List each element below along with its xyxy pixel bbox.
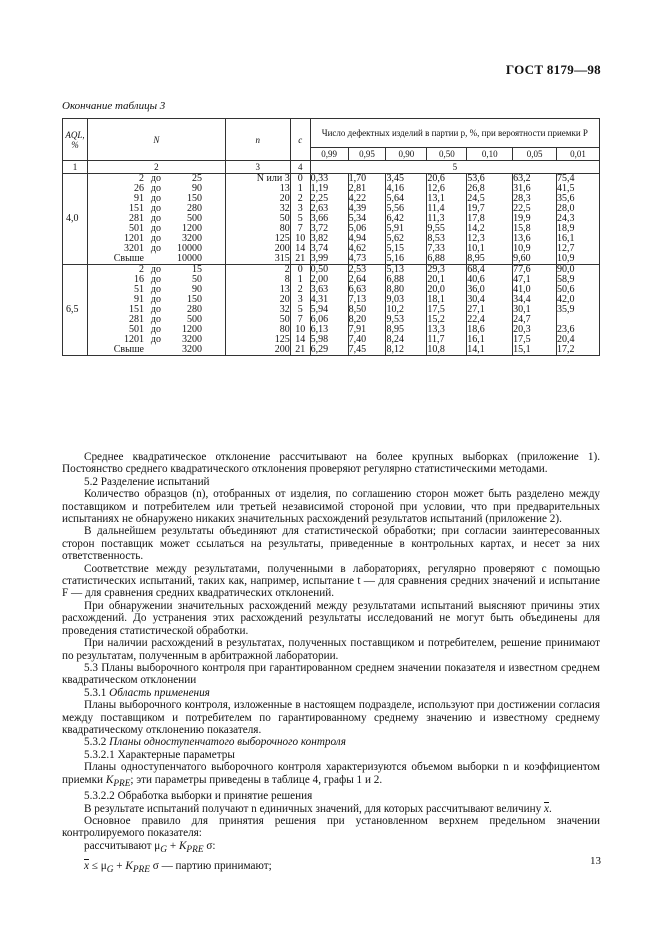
defect-percent: 7,40 bbox=[348, 334, 367, 345]
defect-percent: 0,33 bbox=[310, 173, 329, 184]
aql-value: 6,5 bbox=[63, 265, 88, 356]
defect-percent: 20,4 bbox=[557, 334, 575, 345]
defect-percent: 3,66 bbox=[310, 213, 329, 224]
range-part: 3201 bbox=[123, 243, 144, 254]
defect-percent: 2,53 bbox=[348, 264, 367, 275]
defect-percent: 11,7 bbox=[427, 334, 445, 345]
defect-percent-cell bbox=[310, 174, 348, 265]
defect-percent: 6,88 bbox=[386, 274, 404, 285]
acceptance-number: 0 bbox=[297, 264, 303, 275]
range-part: 280 bbox=[186, 304, 202, 315]
range-part: 16 bbox=[133, 274, 144, 285]
defect-percent: 42,0 bbox=[557, 294, 575, 305]
header-probability: 0,01 bbox=[557, 148, 600, 161]
header-probability: 0,05 bbox=[513, 148, 557, 161]
acceptance-number: 0 bbox=[297, 173, 303, 184]
range-part: до bbox=[150, 284, 162, 295]
range-part bbox=[144, 254, 168, 264]
body-text bbox=[62, 451, 600, 877]
defect-percent: 4,22 bbox=[348, 193, 367, 204]
defect-percent: 18,1 bbox=[427, 294, 445, 305]
defect-percent: 8,12 bbox=[386, 344, 404, 355]
defect-percent: 31,6 bbox=[513, 183, 531, 194]
paragraph: Планы выборочного контроля, изложенные в настоящем подразделе, используют при достижении согласия между поставщиком и потребителем по гарантированному среднему значению и известному среднему квадратическому отклонению показателя. bbox=[62, 699, 600, 736]
defect-percent: 7,91 bbox=[348, 324, 367, 335]
range-part: 2 bbox=[138, 173, 144, 184]
column-number: 5 bbox=[310, 161, 599, 174]
defect-percent: 5,98 bbox=[310, 334, 329, 345]
range-part: до bbox=[150, 193, 162, 204]
sample-size: 80 bbox=[279, 324, 290, 335]
defect-percent: 24,3 bbox=[557, 213, 575, 224]
defect-percent: 10,2 bbox=[386, 304, 404, 315]
header-c: c bbox=[290, 119, 310, 161]
sample-size: 8 bbox=[284, 274, 290, 285]
paragraph: При наличии расхождений в результатах, полученных поставщиком и потребителем, решение принимают по результатам, полученным в арбитражной лаборатории. bbox=[62, 637, 600, 662]
range-part: 281 bbox=[128, 314, 144, 325]
range-part: 15 bbox=[191, 264, 202, 275]
defect-percent: 90,0 bbox=[557, 264, 575, 275]
document-id: ГОСТ 8179—98 bbox=[505, 62, 601, 77]
defect-percent: 3,63 bbox=[310, 284, 329, 295]
sample-size-cell bbox=[225, 265, 290, 356]
header-probability: 0,90 bbox=[386, 148, 427, 161]
column-number: 1 bbox=[63, 161, 88, 174]
defect-percent-cell bbox=[427, 174, 467, 265]
defect-percent: 77,6 bbox=[513, 264, 531, 275]
defect-percent: 29,3 bbox=[427, 264, 445, 275]
defect-percent: 4,39 bbox=[348, 203, 367, 214]
defect-percent: 26,8 bbox=[467, 183, 485, 194]
aql-value: 4,0 bbox=[63, 174, 88, 265]
defect-percent: 5,91 bbox=[386, 223, 404, 234]
acceptance-number: 14 bbox=[295, 334, 306, 345]
paragraph: Количество образцов (n), отобранных от изделия, по соглашению сторон может быть разделено между поставщиком и потребителем или третьей независимой стороной при условии, что при предварительных испытаниях не обнаружено никаких значительных расхождений результатов испытаний (приложение 2). bbox=[62, 488, 600, 526]
header-n: n bbox=[225, 119, 290, 161]
range-part: 90 bbox=[191, 284, 202, 295]
header-probability: 0,95 bbox=[348, 148, 386, 161]
range-part: 501 bbox=[128, 324, 144, 335]
defect-percent: 8,53 bbox=[427, 233, 445, 244]
range-part: 280 bbox=[186, 203, 202, 214]
subsection-heading: 5.3.2.1 Характерные параметры bbox=[84, 748, 235, 761]
defect-percent: 58,9 bbox=[557, 274, 575, 285]
column-number: 4 bbox=[290, 161, 310, 174]
defect-percent: 10,9 bbox=[513, 243, 531, 254]
range-part: до bbox=[150, 314, 162, 325]
range-part: 25 bbox=[191, 173, 202, 184]
sample-size: 125 bbox=[274, 334, 290, 345]
defect-percent: 0,50 bbox=[310, 264, 329, 275]
defect-percent: 16,1 bbox=[467, 334, 485, 345]
defect-percent: 6,13 bbox=[310, 324, 329, 335]
acceptance-number: 5 bbox=[297, 304, 303, 315]
defect-percent: 1,70 bbox=[348, 173, 367, 184]
defect-percent: 20,3 bbox=[513, 324, 531, 335]
defect-percent-cell bbox=[467, 265, 513, 356]
acceptance-number: 1 bbox=[297, 183, 303, 194]
sample-size: 32 bbox=[279, 304, 290, 315]
defect-percent: 4,94 bbox=[348, 233, 367, 244]
defect-percent: 13,1 bbox=[427, 193, 445, 204]
range-part: 2 bbox=[138, 264, 144, 275]
acceptance-number: 7 bbox=[297, 314, 303, 325]
sample-size: 200 bbox=[274, 243, 290, 254]
defect-percent: 30,4 bbox=[467, 294, 485, 305]
sample-size: 80 bbox=[279, 223, 290, 234]
defect-percent: 2,25 bbox=[310, 193, 329, 204]
defect-percent: 6,42 bbox=[386, 213, 404, 224]
defect-percent: 3,82 bbox=[310, 233, 329, 244]
defect-percent: 2,63 bbox=[310, 203, 329, 214]
sample-size: 2 bbox=[284, 264, 290, 275]
defect-percent: 75,4 bbox=[557, 173, 575, 184]
defect-percent: 8,95 bbox=[467, 253, 485, 264]
range-part: до bbox=[150, 213, 162, 224]
defect-percent: 15,2 bbox=[427, 314, 445, 325]
lot-size-range bbox=[88, 345, 225, 355]
header-probability: 0,99 bbox=[310, 148, 348, 161]
defect-percent: 5,94 bbox=[310, 304, 329, 315]
defect-percent: 23,6 bbox=[557, 324, 575, 335]
defect-percent: 2,81 bbox=[348, 183, 367, 194]
lot-size-range bbox=[88, 254, 225, 264]
defect-percent: 5,06 bbox=[348, 223, 367, 234]
formula-line: рассчитывают $\mu_G + K_{PRE}$ σ: bbox=[84, 839, 216, 856]
range-part: до bbox=[150, 264, 162, 275]
defect-percent-cell bbox=[557, 265, 600, 356]
range-part: 1201 bbox=[123, 334, 144, 345]
acceptance-number-cell bbox=[290, 174, 310, 265]
defect-percent-cell bbox=[557, 174, 600, 265]
acceptance-number: 5 bbox=[297, 213, 303, 224]
range-part: до bbox=[150, 304, 162, 315]
range-part: до bbox=[150, 233, 162, 244]
defect-percent: 15,8 bbox=[513, 223, 531, 234]
sample-size: 50 bbox=[279, 213, 290, 224]
range-part: Свыше bbox=[113, 253, 144, 264]
defect-percent: 4,31 bbox=[310, 294, 329, 305]
range-part: до bbox=[150, 183, 162, 194]
range-part: 91 bbox=[133, 294, 144, 305]
acceptance-number: 2 bbox=[297, 284, 303, 295]
defect-percent: 17,5 bbox=[427, 304, 445, 315]
defect-percent: 30,1 bbox=[513, 304, 531, 315]
defect-percent: 10,8 bbox=[427, 344, 445, 355]
acceptance-number: 3 bbox=[297, 203, 303, 214]
defect-percent: 3,74 bbox=[310, 243, 329, 254]
defect-percent: 8,20 bbox=[348, 314, 367, 325]
sample-size: 20 bbox=[279, 294, 290, 305]
defect-percent-cell bbox=[348, 174, 386, 265]
defect-percent: 20,0 bbox=[427, 284, 445, 295]
paragraph: Основное правило для принятия решения при установленном верхнем предельном значении контролируемого показателя: bbox=[62, 815, 600, 840]
defect-percent: 17,2 bbox=[557, 344, 575, 355]
defect-percent: 19,9 bbox=[513, 213, 531, 224]
lot-size-cell bbox=[87, 265, 225, 356]
range-part: до bbox=[150, 223, 162, 234]
defect-percent: 9,03 bbox=[386, 294, 404, 305]
defect-percent: 12,3 bbox=[467, 233, 485, 244]
defect-percent: 17,8 bbox=[467, 213, 485, 224]
defect-percent: 9,55 bbox=[427, 223, 445, 234]
defect-percent: 8,95 bbox=[386, 324, 404, 335]
defect-percent: 8,50 bbox=[348, 304, 367, 315]
defect-percent: 40,6 bbox=[467, 274, 485, 285]
sample-size: 50 bbox=[279, 314, 290, 325]
defect-percent: 13,3 bbox=[427, 324, 445, 335]
range-part: 26 bbox=[133, 183, 144, 194]
table-3 bbox=[62, 118, 600, 356]
defect-percent: 12,6 bbox=[427, 183, 445, 194]
range-part: 51 bbox=[133, 284, 144, 295]
defect-percent: 4,62 bbox=[348, 243, 367, 254]
acceptance-number: 1 bbox=[297, 274, 303, 285]
defect-percent: 6,29 bbox=[310, 344, 329, 355]
range-part: 1201 bbox=[123, 233, 144, 244]
defect-percent: 14,2 bbox=[467, 223, 485, 234]
range-part: до bbox=[150, 334, 162, 345]
range-part: 91 bbox=[133, 193, 144, 204]
defect-percent: 9,53 bbox=[386, 314, 404, 325]
range-part: 500 bbox=[186, 314, 202, 325]
defect-percent: 20,6 bbox=[427, 173, 445, 184]
lot-size-range bbox=[88, 335, 225, 345]
sample-size: 20 bbox=[279, 193, 290, 204]
defect-percent: 19,7 bbox=[467, 203, 485, 214]
column-number: 3 bbox=[225, 161, 290, 174]
defect-percent-cell bbox=[513, 174, 557, 265]
defect-percent: 28,0 bbox=[557, 203, 575, 214]
range-part: до bbox=[150, 324, 162, 335]
defect-percent: 5,34 bbox=[348, 213, 367, 224]
defect-percent: 5,13 bbox=[386, 264, 404, 275]
defect-percent: 5,62 bbox=[386, 233, 404, 244]
defect-percent: 7,45 bbox=[348, 344, 367, 355]
lot-size-range bbox=[88, 244, 225, 254]
sample-size: 200 bbox=[274, 344, 290, 355]
defect-percent: 28,3 bbox=[513, 193, 531, 204]
acceptance-number: 21 bbox=[295, 344, 306, 355]
sample-size: 125 bbox=[274, 233, 290, 244]
header-defects: Число дефектных изделий в партии p, %, при вероятности приемки P bbox=[310, 119, 599, 148]
range-part: 150 bbox=[186, 294, 202, 305]
range-part: 3200 bbox=[181, 344, 202, 355]
defect-percent: 22,4 bbox=[467, 314, 485, 325]
range-part: 150 bbox=[186, 193, 202, 204]
range-part: до bbox=[150, 243, 162, 254]
paragraph: В результате испытаний получают n единичных значений, для которых рассчитывают величину $\overline{x}$. bbox=[84, 802, 552, 815]
range-part: 501 bbox=[128, 223, 144, 234]
page-number: 13 bbox=[590, 855, 601, 867]
subsection-heading bbox=[62, 736, 600, 748]
subsection-heading bbox=[62, 687, 600, 699]
range-part: 3200 bbox=[181, 334, 202, 345]
acceptance-number: 21 bbox=[295, 253, 306, 264]
lot-size-cell bbox=[87, 174, 225, 265]
defect-percent: 20,1 bbox=[427, 274, 445, 285]
subsection-heading: 5.3.2.2 Обработка выборки и принятие решения bbox=[84, 790, 313, 803]
defect-percent: 5,56 bbox=[386, 203, 404, 214]
defect-percent: 5,15 bbox=[386, 243, 404, 254]
acceptance-number: 2 bbox=[297, 193, 303, 204]
defect-percent: 13,6 bbox=[513, 233, 531, 244]
header-probability: 0,10 bbox=[467, 148, 513, 161]
defect-percent-cell bbox=[348, 265, 386, 356]
range-part bbox=[144, 345, 168, 355]
defect-percent: 5,64 bbox=[386, 193, 404, 204]
range-part: до bbox=[150, 294, 162, 305]
range-part: 151 bbox=[128, 304, 144, 315]
defect-percent: 16,1 bbox=[557, 233, 575, 244]
defect-percent-cell bbox=[513, 265, 557, 356]
defect-percent: 4,16 bbox=[386, 183, 404, 194]
header-probability: 0,50 bbox=[427, 148, 467, 161]
table-row-group bbox=[63, 265, 600, 356]
acceptance-number: 10 bbox=[295, 233, 306, 244]
subsection-title: Область применения bbox=[109, 686, 210, 699]
header-aql: AQL, % bbox=[63, 119, 88, 161]
defect-percent: 11,3 bbox=[427, 213, 445, 224]
defect-percent: 34,4 bbox=[513, 294, 531, 305]
acceptance-number: 3 bbox=[297, 294, 303, 305]
acceptance-number: 14 bbox=[295, 243, 306, 254]
defect-percent: 8,24 bbox=[386, 334, 404, 345]
defect-percent: 50,6 bbox=[557, 284, 575, 295]
defect-percent: 10,1 bbox=[467, 243, 485, 254]
sample-size: N или 3 bbox=[256, 173, 290, 184]
range-part: до bbox=[150, 274, 162, 285]
defect-percent: 15,1 bbox=[513, 344, 531, 355]
defect-percent: 4,73 bbox=[348, 253, 367, 264]
range-part: Свыше bbox=[113, 344, 144, 355]
defect-percent: 2,64 bbox=[348, 274, 367, 285]
defect-percent: 6,88 bbox=[427, 253, 445, 264]
acceptance-number: 7 bbox=[297, 223, 303, 234]
formula-line: $\overline{x} \le \mu_G + K_{PRE}$ σ — партию принимают; bbox=[84, 860, 272, 876]
defect-percent: 7,13 bbox=[348, 294, 367, 305]
defect-percent: 35,9 bbox=[557, 304, 575, 315]
sample-size: 315 bbox=[274, 253, 290, 264]
defect-percent: 18,9 bbox=[557, 223, 575, 234]
range-part: 281 bbox=[128, 213, 144, 224]
defect-percent: 1,19 bbox=[310, 183, 329, 194]
defect-percent: 10,9 bbox=[557, 253, 575, 264]
defect-percent: 8,80 bbox=[386, 284, 404, 295]
defect-percent: 11,4 bbox=[427, 203, 445, 214]
range-part: 50 bbox=[191, 274, 202, 285]
defect-percent: 63,2 bbox=[513, 173, 531, 184]
range-part: 10000 bbox=[176, 253, 202, 264]
column-number: 2 bbox=[87, 161, 225, 174]
range-part: до bbox=[150, 173, 162, 184]
range-part: 90 bbox=[191, 183, 202, 194]
defect-percent: 12,7 bbox=[557, 243, 575, 254]
defect-percent: 27,1 bbox=[467, 304, 485, 315]
defect-percent-cell bbox=[467, 174, 513, 265]
defect-percent: 5,16 bbox=[386, 253, 404, 264]
defect-percent: 17,5 bbox=[513, 334, 531, 345]
defect-percent: 24,5 bbox=[467, 193, 485, 204]
defect-percent-cell bbox=[310, 265, 348, 356]
defect-percent: 36,0 bbox=[467, 284, 485, 295]
defect-percent: 3,72 bbox=[310, 223, 329, 234]
defect-percent: 22,5 bbox=[513, 203, 531, 214]
range-part: 1200 bbox=[181, 324, 202, 335]
range-part: до bbox=[150, 203, 162, 214]
paragraph: Планы одноступенчатого выборочного контроля характеризуются объемом выборки n и коэффициентом приемки $K_{PRE}$; эти параметры приведены в таблице 4, графы 1 и 2. bbox=[62, 761, 600, 789]
subsection-title: Планы одноступенчатого выборочного контроля bbox=[109, 736, 346, 749]
table-row-group bbox=[63, 174, 600, 265]
paragraph: Среднее квадратическое отклонение рассчитывают на более крупных выборках (приложение 1). Постоянство среднего квадратического отклонения проверяют регулярно статистическими методами. bbox=[62, 451, 600, 476]
paragraph: При обнаружении значительных расхождений между результатами испытаний выясняют причины этих расхождений. До устранения этих расхождений результаты исследований не могут быть объединены для проведения статистической обработки. bbox=[62, 599, 600, 637]
defect-percent: 2,00 bbox=[310, 274, 329, 285]
table-caption: Окончание таблицы 3 bbox=[62, 100, 166, 112]
sample-size: 32 bbox=[279, 203, 290, 214]
defect-percent: 3,99 bbox=[310, 253, 329, 264]
defect-percent: 7,33 bbox=[427, 243, 445, 254]
defect-percent: 3,45 bbox=[386, 173, 404, 184]
defect-percent: 9,60 bbox=[513, 253, 531, 264]
defect-percent-cell bbox=[386, 265, 427, 356]
defect-percent: 18,6 bbox=[467, 324, 485, 335]
defect-percent: 6,63 bbox=[348, 284, 367, 295]
defect-percent-cell bbox=[427, 265, 467, 356]
defect-percent: 14,1 bbox=[467, 344, 485, 355]
sample-size-cell bbox=[225, 174, 290, 265]
defect-percent: 68,4 bbox=[467, 264, 485, 275]
sample-size: 13 bbox=[279, 183, 290, 194]
section-heading: 5.3 Планы выборочного контроля при гарантированном среднем значении показателя и известном среднем квадратическом отклонении bbox=[62, 661, 600, 687]
subsection-number: 5.3.1 bbox=[84, 686, 107, 699]
defect-percent: 41,0 bbox=[513, 284, 531, 295]
header-n-range: N bbox=[87, 119, 225, 161]
defect-percent: 41,5 bbox=[557, 183, 575, 194]
defect-percent-cell bbox=[386, 174, 427, 265]
acceptance-number: 10 bbox=[295, 324, 306, 335]
section-heading: 5.2 Разделение испытаний bbox=[84, 475, 210, 488]
defect-percent: 6,06 bbox=[310, 314, 329, 325]
defect-percent: 24,7 bbox=[513, 314, 531, 325]
paragraph: Соответствие между результатами, полученными в лабораториях, регулярно проверяют с помощью статистических испытаний, таких как, например, испытание t — для сравнения средних значений и испытание F — для сравнения средних квадратических отклонений. bbox=[62, 562, 600, 600]
defect-percent: 53,6 bbox=[467, 173, 485, 184]
subsection-number: 5.3.2 bbox=[84, 736, 107, 749]
acceptance-number-cell bbox=[290, 265, 310, 356]
range-part: 1200 bbox=[181, 223, 202, 234]
range-part: 151 bbox=[128, 203, 144, 214]
defect-percent: 35,6 bbox=[557, 193, 575, 204]
range-part: 10000 bbox=[176, 243, 202, 254]
range-part: 3200 bbox=[181, 233, 202, 244]
paragraph: В дальнейшем результаты объединяют для статистической обработки; при согласии заинтересованных сторон поставщик может ссылаться на результаты, приведенные в контрольных картах, и несет за них ответственность. bbox=[62, 525, 600, 563]
range-part: 500 bbox=[186, 213, 202, 224]
defect-percent: 47,1 bbox=[513, 274, 531, 285]
sample-size: 13 bbox=[279, 284, 290, 295]
